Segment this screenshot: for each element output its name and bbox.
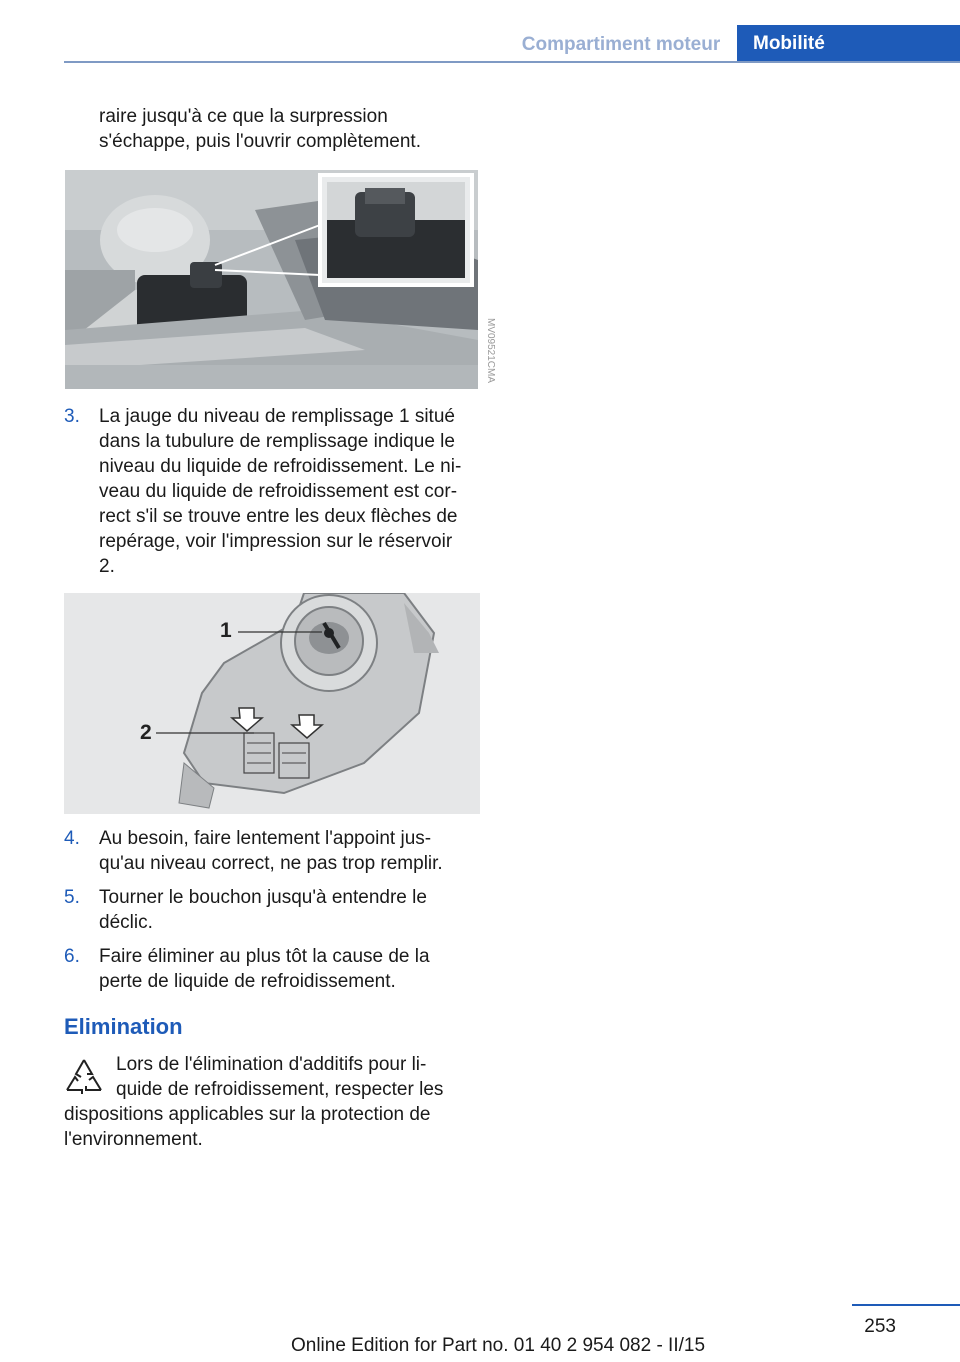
intro-line-1: raire jusqu'à ce que la surpression: [99, 106, 388, 127]
step-6-number: 6.: [64, 946, 80, 967]
step-4-line-1: Au besoin, faire lentement l'appoint jus‐: [99, 828, 432, 849]
step-3-line-6: repérage, voir l'impression sur le réservoir: [99, 531, 453, 552]
page-number: 253: [864, 1316, 896, 1337]
footer-rule: [852, 1304, 960, 1306]
step-4-number: 4.: [64, 828, 80, 849]
recycle-icon: [64, 1057, 104, 1097]
header-chapter-tab[interactable]: Mobilité: [737, 25, 960, 63]
elimination-line-3: dispositions applicables sur la protection de: [64, 1104, 431, 1125]
step-5-line-1: Tourner le bouchon jusqu'à entendre le: [99, 887, 427, 908]
step-3-line-2: dans la tubulure de remplissage indique le: [99, 431, 455, 452]
elimination-line-2: quide de refroidissement, respecter les: [116, 1079, 444, 1100]
step-3-line-5: rect s'il se trouve entre les deux flèches de: [99, 506, 458, 527]
engine-bay-photo: [65, 170, 478, 389]
step-3-line-7: 2.: [99, 556, 115, 577]
step-4-line-2: qu'au niveau correct, ne pas trop remplir.: [99, 853, 443, 874]
photo-id-label: MV09521CMA: [485, 318, 496, 384]
elimination-line-1: Lors de l'élimination d'additifs pour li‐: [116, 1054, 427, 1075]
coolant-reservoir-illustration: [64, 593, 480, 814]
callout-label-2: 2: [140, 721, 152, 744]
step-3-line-3: niveau du liquide de refroidissement. Le ni‐: [99, 456, 462, 477]
step-6-line-1: Faire éliminer au plus tôt la cause de la: [99, 946, 430, 967]
intro-line-2: s'échappe, puis l'ouvrir complètement.: [99, 131, 421, 152]
step-3-line-4: veau du liquide de refroidissement est cor‐: [99, 481, 458, 502]
header-rule: [64, 61, 960, 63]
footer-edition: Online Edition for Part no. 01 40 2 954 082 - II/15: [290, 1335, 706, 1356]
step-6-line-2: perte de liquide de refroidissement.: [99, 971, 396, 992]
step-3-number: 3.: [64, 406, 80, 427]
step-5-line-2: déclic.: [99, 912, 153, 933]
elimination-heading: Elimination: [64, 1014, 183, 1039]
step-5-number: 5.: [64, 887, 80, 908]
header-section-tab[interactable]: Compartiment moteur: [521, 34, 721, 55]
step-3-line-1: La jauge du niveau de remplissage 1 situé: [99, 406, 455, 427]
callout-label-1: 1: [220, 619, 232, 642]
elimination-line-4: l'environnement.: [64, 1129, 203, 1150]
